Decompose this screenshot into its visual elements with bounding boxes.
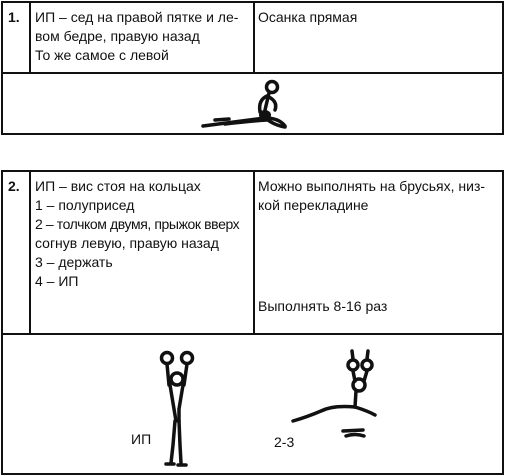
exercise-1-note-line-1: Осанка прямая [258,9,358,25]
exercise-2-description-line-5: 3 – держать [35,254,113,270]
exercise-2-description [31,172,255,333]
exercise-2-note-line-1: Можно выполнять на брусьях, низ- [258,178,486,194]
exercise-2-description-line-4: согнув левую, правую назад [35,235,219,251]
exercise-1-description-line-2: вом бедре, правую назад [35,28,200,44]
exercise-2-description-line-1: ИП – вис стоя на кольцах [35,178,201,194]
exercise-2-card [1,170,504,475]
exercise-1-description [31,3,255,72]
hanging-on-rings-figure-icon [162,353,193,466]
exercise-2-description-line-2: 1 – полуприсед [35,197,135,213]
exercise-2-note-line-3: Выполнять 8-16 раз [258,298,388,314]
exercise-1-card [1,1,504,135]
exercise-2-illustration [3,335,502,473]
figure-label-start: ИП [131,431,152,447]
exercise-2-number: 2. [3,172,31,333]
exercise-1-figure [3,74,502,133]
exercise-1-number: 1. [3,3,31,72]
exercise-2-note-line-2: кой перекладине [258,197,369,213]
exercise-2-description-line-6: 4 – ИП [35,273,79,289]
seated-stick-figure-icon [3,74,502,133]
exercise-1-description-line-3: То же самое с левой [35,47,169,63]
exercise-2-description-line-3: 2 – толчком двумя, прыжок вверх [35,216,240,232]
exercise-1-description-line-1: ИП – сед на правой пятке и ле- [35,9,239,25]
exercise-2-figure [3,335,502,473]
exercise-2-notes [255,172,502,333]
figure-label-jump: 2-3 [274,434,295,450]
exercise-1-notes [255,3,502,72]
exercise-1-text-row [3,3,502,74]
exercise-2-text-row [3,172,502,335]
jump-on-rings-figure-icon [293,351,375,436]
